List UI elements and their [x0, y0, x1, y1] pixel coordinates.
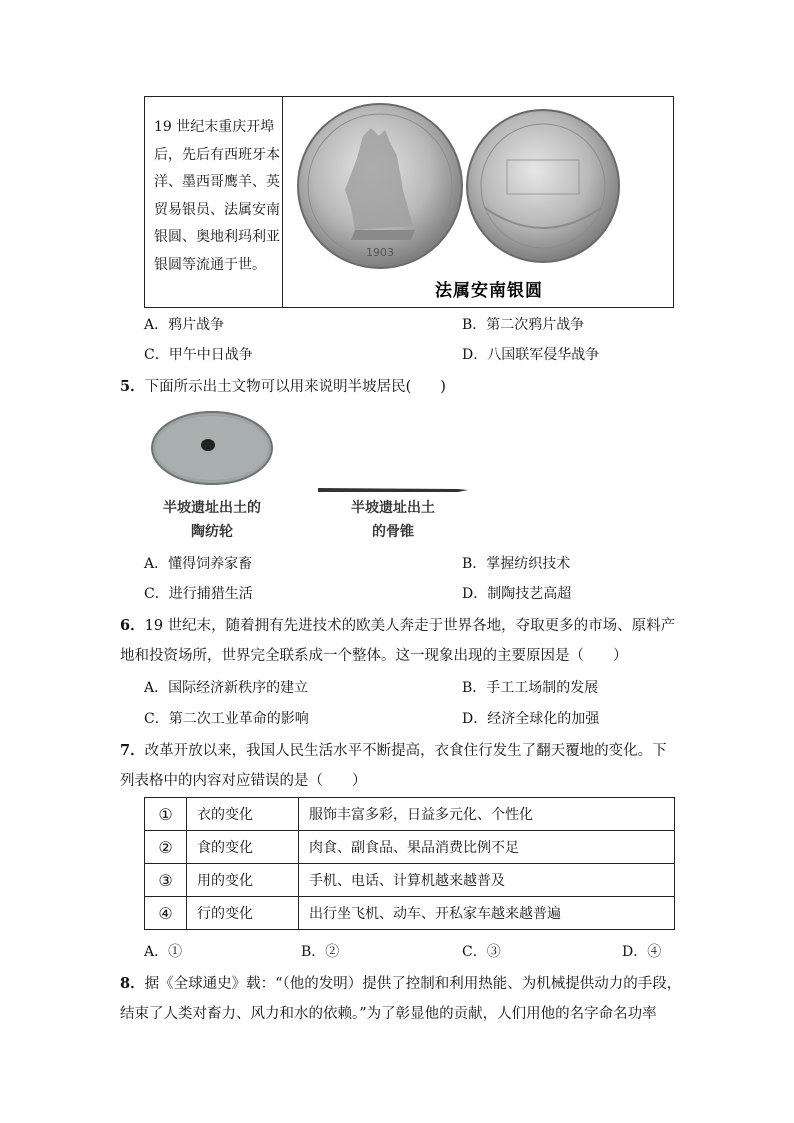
q7-number: 7． — [120, 742, 145, 759]
table-cell-category: 食的变化 — [187, 831, 299, 864]
artifact2-caption-line1: 半坡遗址出土 — [351, 500, 435, 516]
q6-option-a[interactable]: A．国际经济新秩序的建立 — [144, 680, 309, 696]
artifact2-caption-line2: 的骨锥 — [372, 524, 414, 540]
q8-stem-line1 — [120, 974, 681, 994]
spindle-whorl-image — [150, 410, 274, 486]
table-row — [145, 798, 675, 831]
q7-option-a[interactable]: A．① — [144, 944, 183, 960]
q4-material-box — [144, 96, 674, 308]
table-cell-description: 手机、电话、计算机越来越普及 — [299, 864, 675, 897]
q5-number: 5． — [120, 378, 145, 395]
q7-option-b[interactable]: B．② — [301, 944, 340, 960]
table-cell-category: 行的变化 — [187, 897, 299, 930]
q5-stem — [120, 377, 446, 397]
q4-option-b[interactable]: B．第二次鸦片战争 — [462, 317, 585, 333]
q6-stem-line2: 地和投资场所，世界完全联系成一个整体。这一现象出现的主要原因是（ ） — [120, 648, 628, 664]
artifact1-caption-line2: 陶纺轮 — [191, 524, 233, 540]
q6-line1-text: 19 世纪末，随着拥有先进技术的欧美人奔走于世界各地，夺取更多的市场、原料产 — [144, 618, 676, 634]
q4-option-a[interactable]: A．鸦片战争 — [144, 317, 225, 333]
q8-line1-text: 据《全球通史》载：“（他的发明）提供了控制和利用热能、为机械提供动力的手段， — [144, 976, 682, 992]
q6-number: 6． — [120, 617, 145, 634]
bone-awl-image — [318, 486, 468, 494]
table-cell-description: 肉食、副食品、果品消费比例不足 — [299, 831, 675, 864]
table-row — [145, 864, 675, 897]
q5-stem-text: 下面所示出土文物可以用来说明半坡居民( ) — [144, 379, 446, 395]
table-cell-category: 衣的变化 — [187, 798, 299, 831]
table-cell-category: 用的变化 — [187, 864, 299, 897]
q6-option-d[interactable]: D．经济全球化的加强 — [462, 711, 600, 727]
q5-option-b[interactable]: B．掌握纺织技术 — [462, 556, 571, 572]
table-row — [145, 897, 675, 930]
coin-reverse — [467, 110, 619, 262]
q5-option-c[interactable]: C．进行捕猎生活 — [144, 586, 253, 602]
q6-option-b[interactable]: B．手工工场制的发展 — [462, 680, 599, 696]
q7-table — [144, 797, 675, 930]
q7-stem-line1 — [120, 741, 667, 761]
coin-year: 1903 — [366, 246, 394, 259]
q5-option-a[interactable]: A．懂得饲养家畜 — [144, 556, 253, 572]
table-cell-index: ③ — [145, 864, 187, 897]
artifact2-caption — [324, 496, 462, 544]
coin-image — [285, 98, 673, 306]
table-cell-index: ① — [145, 798, 187, 831]
artifact1-caption — [140, 496, 284, 544]
q7-stem-line2: 列表格中的内容对应错误的是（ ） — [120, 773, 367, 789]
q4-option-d[interactable]: D．八国联军侵华战争 — [462, 347, 600, 363]
coin-obverse — [298, 104, 462, 268]
q8-stem-line2: 结束了人类对畜力、风力和水的依赖。”为了彰显他的贡献，人们用他的名字命名功率 — [120, 1006, 657, 1022]
table-cell-description: 出行坐飞机、动车、开私家车越来越普遍 — [299, 897, 675, 930]
q4-box-text: 19 世纪末重庆开埠后，先后有西班牙本洋、墨西哥鹰羊、英贸易银员、法属安南银圆、奥地利玛利亚银圆等流通于世。 — [154, 119, 280, 273]
q5-option-d[interactable]: D．制陶技艺高超 — [462, 586, 572, 602]
q4-box-divider — [282, 97, 283, 307]
q7-line1-text: 改革开放以来，我国人民生活水平不断提高，衣食住行发生了翻天覆地的变化。下 — [144, 743, 667, 759]
table-cell-description: 服饰丰富多彩，日益多元化、个性化 — [299, 798, 675, 831]
table-cell-index: ② — [145, 831, 187, 864]
q6-stem-line1 — [120, 616, 675, 636]
q7-option-c[interactable]: C．③ — [462, 944, 501, 960]
artifact1-caption-line1: 半坡遗址出土的 — [163, 500, 261, 516]
table-cell-index: ④ — [145, 897, 187, 930]
q4-option-c[interactable]: C．甲午中日战争 — [144, 347, 253, 363]
q7-option-d[interactable]: D．④ — [622, 944, 662, 960]
table-row — [145, 831, 675, 864]
q8-number: 8． — [120, 975, 145, 992]
q6-option-c[interactable]: C．第二次工业革命的影响 — [144, 711, 309, 727]
coin-caption: 法属安南银圆 — [435, 281, 543, 301]
